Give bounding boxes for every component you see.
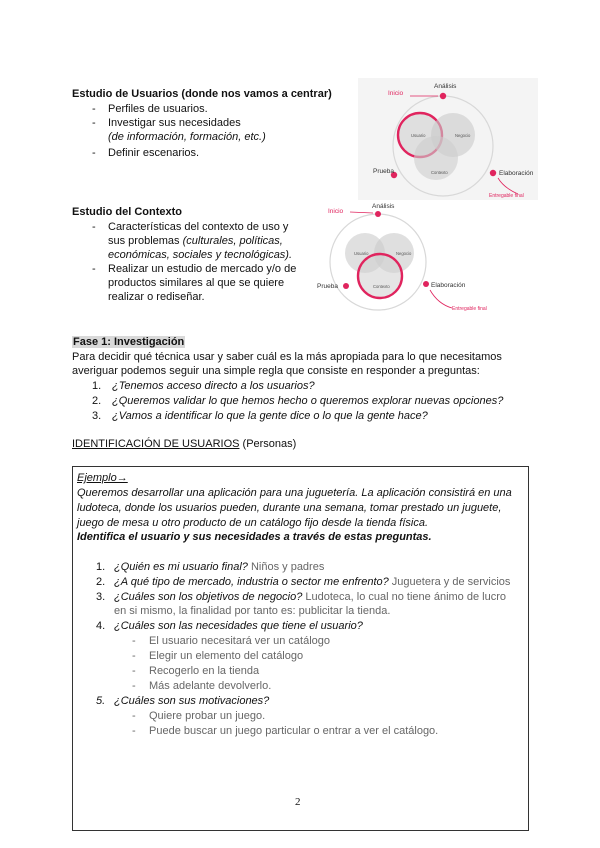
elaboracion-dot [423,281,429,287]
negocio-label: Negocio [396,251,412,256]
example-paragraph-line: ludoteca, donde los usuarios pueden, durante una semana, tomar prestado un juguete, [77,502,502,514]
usuario-label: Usuario [354,251,369,256]
example-question: ¿A qué tipo de mercado, industria o sector me enfrento? Juguetera y de servicios [114,576,511,588]
list-item: - [132,635,136,647]
analisis-label: Análisis [434,83,457,90]
example-paragraph-line: juego de mesa u otro producto de un catálogo fijo desde la tienda física. [77,517,429,529]
contexto-circle [358,254,402,298]
list-item: - [132,680,136,692]
list-item: - [132,725,136,737]
example-question-number: 1. [96,561,106,573]
users-section-title: Estudio de Usuarios (donde nos vamos a centrar) [72,88,332,100]
context-item-line: realizar o rediseñar. [108,291,205,303]
example-question: ¿Cuáles son los objetivos de negocio? Ludoteca, lo cual no tiene ánimo de lucro [114,591,506,603]
example-question-number: 3. [96,591,106,603]
motivation-item: Quiere probar un juego. [149,710,266,722]
context-item-line: productos similares al que se quiere [108,277,285,289]
contexto-label: Contexto [373,284,390,289]
example-question: ¿Cuáles son sus motivaciones? [114,695,270,707]
motivation-item: Puede buscar un juego particular o entrar a ver el catálogo. [149,725,439,737]
example-question: ¿Quién es mi usuario final? Niños y padres [114,561,325,573]
analisis-dot [440,93,446,99]
phase-intro-line: averiguar podemos seguir una simple regla que consiste en responder a preguntas: [72,365,480,377]
list-item: - [132,665,136,677]
negocio-label: Negocio [455,133,471,138]
need-item: Más adelante devolverlo. [149,680,272,692]
elaboracion-dot [490,170,496,176]
inicio-label: Inicio [328,208,344,215]
context-item-line: económicas, sociales y tecnológicas). [108,249,293,261]
inicio-label: Inicio [388,90,404,97]
process-diagram-1 [358,78,538,200]
contexto-label: Contexto [431,170,448,175]
need-item: Recogerlo en la tienda [149,665,260,677]
prueba-label: Prueba [317,283,338,290]
list-item-note: (de información, formación, etc.) [108,131,266,143]
process-diagram-2 [310,200,510,320]
example-paragraph-line: Queremos desarrollar una aplicación para una juguetería. La aplicación consistirá en una [77,487,512,499]
question-number: 1. [92,380,102,392]
elaboracion-label: Elaboración [431,282,466,289]
list-item: - [132,650,136,662]
example-question: ¿Cuáles son las necesidades que tiene el usuario? [114,620,363,632]
page-number: 2 [295,796,301,808]
entregable-label: Entregable final [452,306,487,312]
context-section-title: Estudio del Contexto [72,206,182,218]
example-question-number: 2. [96,576,106,588]
context-item-line: sus problemas (culturales, políticas, [108,235,283,247]
example-question-number: 4. [96,620,106,632]
question-number: 2. [92,395,102,407]
example-question-number: 5. [96,695,106,707]
question-text: ¿Queremos validar lo que hemos hecho o queremos explorar nuevas opciones? [112,395,504,407]
phase-intro-line: Para decidir qué técnica usar y saber cuál es la más apropiada para lo que necesitamos [72,351,502,363]
phase-title: Fase 1: Investigación [73,336,185,348]
entregable-label: Entregable final [489,193,524,199]
question-number: 3. [92,410,102,422]
elaboracion-label: Elaboración [499,170,534,177]
example-answer-line: en si mismo, la finalidad por tanto es: publicitar la tienda. [114,605,391,617]
analisis-label: Análisis [372,203,395,210]
question-text: ¿Vamos a identificar lo que la gente dice o lo que la gente hace? [112,410,428,422]
example-label: Ejemplo→ [77,472,128,484]
prueba-dot [343,283,349,289]
need-item: El usuario necesitará ver un catálogo [149,635,330,647]
prueba-label: Prueba [373,168,394,175]
usuario-label: Usuario [411,133,426,138]
question-text: ¿Tenemos acceso directo a los usuarios? [112,380,315,392]
entregable-arrow [430,290,452,308]
example-instruction: Identifica el usuario y sus necesidades a través de estas preguntas. [77,531,432,543]
inicio-arrow [350,212,373,213]
list-item: - [132,710,136,722]
analisis-dot [375,211,381,217]
need-item: Elegir un elemento del catálogo [149,650,304,662]
identification-heading: IDENTIFICACIÓN DE USUARIOS (Personas) [72,438,297,450]
